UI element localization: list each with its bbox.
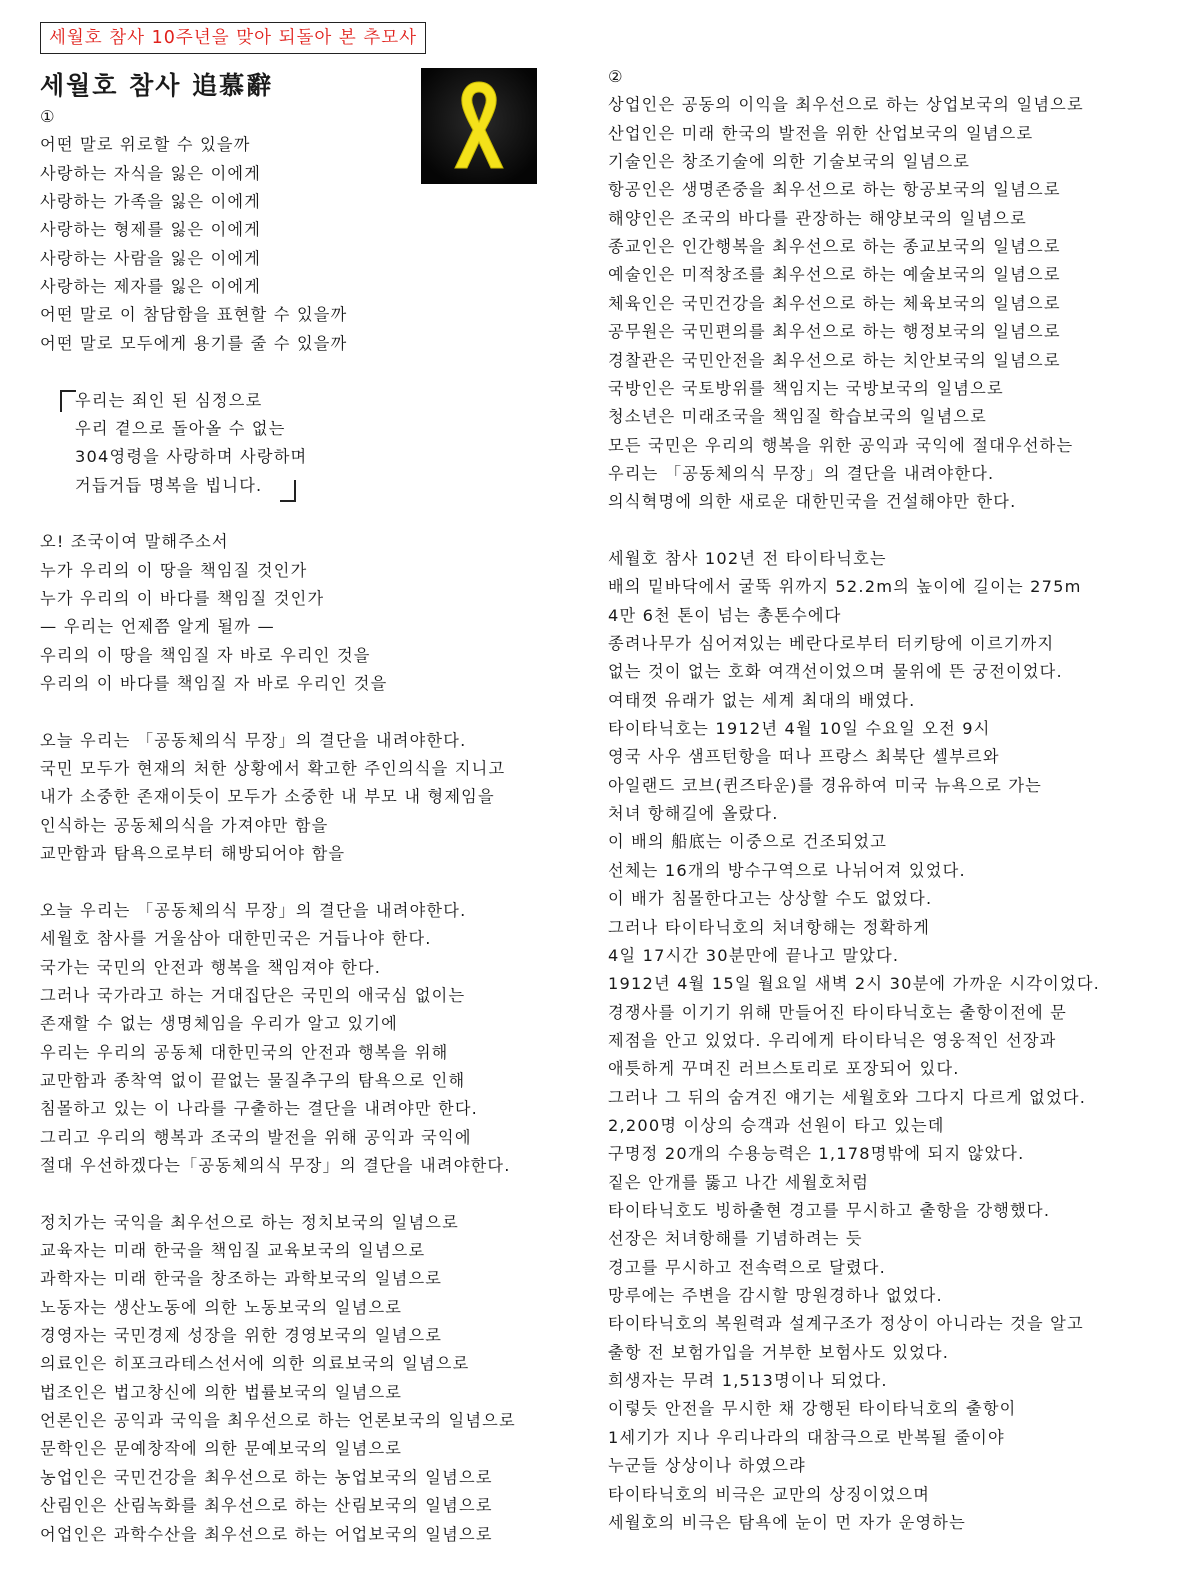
text-line: 항공인은 생명존중을 최우선으로 하는 항공보국의 일념으로 [608, 180, 1061, 200]
text-line: 그러나 국가라고 하는 거대집단은 국민의 애국심 없이는 [40, 985, 466, 1005]
text-line: 누가 우리의 이 바다를 책임질 것인가 [40, 588, 325, 608]
text-line: 세월호 참사 102년 전 타이타닉호는 [608, 548, 887, 568]
text-line: 청소년은 미래조국을 책임질 학습보국의 일념으로 [608, 407, 987, 427]
text-line: 우리는 죄인 된 심정으로 [75, 390, 263, 410]
text-line: 절대 우선하겠다는「공동체의식 무장」의 결단을 내려야한다. [40, 1155, 511, 1175]
text-line: 그러나 그 뒤의 숨겨진 얘기는 세월호와 그다지 다르게 없었다. [608, 1087, 1087, 1107]
text-line: 선장은 처녀항해를 기념하려는 듯 [608, 1229, 863, 1249]
text-line: 내가 소중한 존재이듯이 모두가 소중한 내 부모 내 형제임을 [40, 787, 495, 807]
text-line: 세월호 참사를 거울삼아 대한민국은 거듭나야 한다. [40, 929, 432, 949]
text-line: 법조인은 법고창신에 의한 법률보국의 일념으로 [40, 1382, 403, 1402]
text-line: 1912년 4월 15일 월요일 새벽 2시 30분에 가까운 시각이었다. [608, 974, 1101, 994]
text-line: 누군들 상상이나 하였으랴 [608, 1456, 806, 1476]
text-line: 체육인은 국민건강을 최우선으로 하는 체육보국의 일념으로 [608, 293, 1061, 313]
text-line: 기술인은 창조기술에 의한 기술보국의 일념으로 [608, 152, 971, 172]
text-line: 공무원은 국민편의를 최우선으로 하는 행정보국의 일념으로 [608, 322, 1061, 342]
text-line: 노동자는 생산노동에 의한 노동보국의 일념으로 [40, 1297, 403, 1317]
text-line: 영국 사우 샘프턴항을 떠나 프랑스 최북단 셸부르와 [608, 747, 1000, 767]
text-line: 없는 것이 없는 호화 여객선이었으며 물위에 뜬 궁전이었다. [608, 662, 1063, 682]
text-line: 침몰하고 있는 이 나라를 구출하는 결단을 내려야만 한다. [40, 1099, 479, 1119]
text-line: 304영령을 사랑하며 사랑하며 [75, 447, 308, 467]
text-line: — 우리는 언제쯤 알게 될까 — [40, 617, 275, 637]
text-line: 타이타닉호의 비극은 교만의 상징이었으며 [608, 1484, 931, 1504]
text-line: 경영자는 국민경제 성장을 위한 경영보국의 일념으로 [40, 1326, 443, 1346]
text-line: 국가는 국민의 안전과 행복을 책임져야 한다. [40, 957, 382, 977]
text-line: 우리의 이 땅을 책임질 자 바로 우리인 것을 [40, 645, 371, 665]
text-line: 선체는 16개의 방수구역으로 나뉘어져 있었다. [608, 860, 966, 880]
text-line: 오! 조국이여 말해주소서 [40, 532, 229, 552]
text-line: 1세기가 지나 우리나라의 대참극으로 반복될 줄이야 [608, 1427, 1005, 1447]
text-line: 이 배의 船底는 이중으로 건조되었고 [608, 832, 888, 852]
text-line: 2,200명 이상의 승객과 선원이 타고 있는데 [608, 1115, 945, 1135]
text-line: 어떤 말로 모두에게 용기를 줄 수 있을까 [40, 333, 348, 353]
text-line: 오늘 우리는 「공동체의식 무장」의 결단을 내려야한다. [40, 900, 467, 920]
text-line: 세월호의 비극은 탐욕에 눈이 먼 자가 운영하는 [608, 1512, 966, 1532]
text-line: 종려나무가 심어져있는 베란다로부터 터키탕에 이르기까지 [608, 634, 1055, 653]
text-line: 언론인은 공익과 국익을 최우선으로 하는 언론보국의 일념으로 [40, 1411, 516, 1431]
text-line: 존재할 수 없는 생명체임을 우리가 알고 있기에 [40, 1014, 398, 1034]
text-line: 타이타닉호도 빙하출현 경고를 무시하고 출항을 강행했다. [608, 1201, 1051, 1220]
text-line: 예술인은 미적창조를 최우선으로 하는 예술보국의 일념으로 [608, 265, 1061, 285]
text-line: 우리는 우리의 공동체 대한민국의 안전과 행복을 위해 [40, 1042, 449, 1062]
text-line: 4만 6천 톤이 넘는 총톤수에다 [608, 605, 842, 625]
text-line: 거듭거듭 명복을 빕니다. [75, 475, 263, 495]
text-line: ① [40, 107, 56, 126]
text-line: 처녀 항해길에 올랐다. [608, 804, 779, 824]
text-line: 제점을 안고 있었다. 우리에게 타이타닉은 영웅적인 선장과 [608, 1030, 1057, 1050]
text-line: 경고를 무시하고 전속력으로 달렸다. [608, 1257, 886, 1277]
text-line: 경찰관은 국민안전을 최우선으로 하는 치안보국의 일념으로 [608, 350, 1061, 370]
text-line: 국방인은 국토방위를 책임지는 국방보국의 일념으로 [608, 378, 1004, 398]
text-line: 해양인은 조국의 바다를 관장하는 해양보국의 일념으로 [608, 208, 1027, 228]
text-line: 모든 국민은 우리의 행복을 위한 공익과 국익에 절대우선하는 [608, 435, 1074, 455]
text-line: 사랑하는 제자를 잃은 이에게 [40, 277, 262, 297]
text-line: 사랑하는 자식을 잃은 이에게 [40, 163, 262, 183]
text-line: ② [608, 67, 624, 86]
text-line: 교만함과 종착역 없이 끝없는 물질추구의 탐욕으로 인해 [40, 1070, 466, 1090]
text-line: 타이타닉호는 1912년 4월 10일 수요일 오전 9시 [608, 719, 991, 739]
text-line: 구명정 20개의 수용능력은 1,178명밖에 되지 않았다. [608, 1144, 1025, 1164]
text-line: 의식혁명에 의한 새로운 대한민국을 건설해야만 한다. [608, 492, 1017, 512]
text-line: 망루에는 주변을 감시할 망원경하나 없었다. [608, 1286, 943, 1306]
text-line: 문학인은 문예창작에 의한 문예보국의 일념으로 [40, 1439, 403, 1459]
text-line: 과학자는 미래 한국을 창조하는 과학보국의 일념으로 [40, 1269, 443, 1289]
text-line: 우리는 「공동체의식 무장」의 결단을 내려야한다. [608, 463, 995, 483]
text-line: 어떤 말로 이 참담함을 표현할 수 있을까 [40, 305, 348, 325]
text-line: 오늘 우리는 「공동체의식 무장」의 결단을 내려야한다. [40, 730, 467, 750]
text-line: 사랑하는 사람을 잃은 이에게 [40, 248, 262, 268]
text-line: 여태껏 유래가 없는 세계 최대의 배였다. [608, 690, 916, 710]
text-line: 타이타닉호의 복원력과 설계구조가 정상이 아니라는 것을 알고 [608, 1314, 1084, 1334]
text-line: 종교인은 인간행복을 최우선으로 하는 종교보국의 일념으로 [608, 237, 1061, 257]
text-line: 이 배가 침몰한다고는 상상할 수도 없었다. [608, 889, 933, 909]
yellow-ribbon-icon [421, 68, 537, 184]
text-line: 누가 우리의 이 땅을 책임질 것인가 [40, 560, 308, 580]
text-line: 어떤 말로 위로할 수 있을까 [40, 135, 251, 155]
text-line: 그리고 우리의 행복과 조국의 발전을 위해 공익과 국익에 [40, 1127, 472, 1147]
text-line: 4일 17시간 30분만에 끝나고 말았다. [608, 945, 900, 965]
text-line: 짙은 안개를 뚫고 나간 세월호처럼 [608, 1172, 870, 1192]
header-banner: 세월호 참사 10주년을 맞아 되돌아 본 추모사 [40, 22, 426, 54]
text-line: 우리 곁으로 돌아올 수 없는 [75, 418, 286, 438]
text-line: 농업인은 국민건강을 최우선으로 하는 농업보국의 일념으로 [40, 1467, 493, 1487]
text-line: 산림인은 산림녹화를 최우선으로 하는 산림보국의 일념으로 [40, 1496, 493, 1516]
text-line: 이렇듯 안전을 무시한 채 강행된 타이타닉호의 출항이 [608, 1399, 1017, 1419]
text-line: 출항 전 보험가입을 거부한 보험사도 있었다. [608, 1342, 950, 1362]
text-line: 아일랜드 코브(퀸즈타운)를 경유하여 미국 뉴욕으로 가는 [608, 775, 1043, 795]
yellow-ribbon-image [421, 68, 537, 184]
text-line: 경쟁사를 이기기 위해 만들어진 타이타닉호는 출항이전에 문 [608, 1002, 1067, 1022]
text-line: 우리의 이 바다를 책임질 자 바로 우리인 것을 [40, 674, 388, 693]
text-line: 교육자는 미래 한국을 책임질 교육보국의 일념으로 [40, 1241, 426, 1260]
text-line: 의료인은 히포크라테스선서에 의한 의료보국의 일념으로 [40, 1354, 470, 1374]
text-line: 교만함과 탐욕으로부터 해방되어야 함을 [40, 844, 346, 864]
text-line: 사랑하는 형제를 잃은 이에게 [40, 220, 262, 240]
page-title: 세월호 참사 追慕辭 [40, 71, 274, 100]
text-line: 희생자는 무려 1,513명이나 되었다. [608, 1371, 888, 1391]
text-line: 사랑하는 가족을 잃은 이에게 [40, 192, 262, 212]
text-line: 산업인은 미래 한국의 발전을 위한 산업보국의 일념으로 [608, 123, 1034, 143]
text-line: 정치가는 국익을 최우선으로 하는 정치보국의 일념으로 [40, 1212, 459, 1232]
text-line: 그러나 타이타닉호의 처녀항해는 정확하게 [608, 917, 931, 937]
text-line: 애틋하게 꾸며진 러브스토리로 포장되어 있다. [608, 1059, 960, 1079]
text-line: 어업인은 과학수산을 최우선으로 하는 어업보국의 일념으로 [40, 1524, 493, 1544]
text-line: 인식하는 공동체의식을 가져야만 함을 [40, 815, 329, 835]
text-line: 국민 모두가 현재의 처한 상황에서 확고한 주인의식을 지니고 [40, 759, 506, 779]
text-line: 배의 밑바닥에서 굴뚝 위까지 52.2m의 높이에 길이는 275m [608, 577, 1082, 597]
text-line: 상업인은 공동의 이익을 최우선으로 하는 상업보국의 일념으로 [608, 95, 1084, 115]
